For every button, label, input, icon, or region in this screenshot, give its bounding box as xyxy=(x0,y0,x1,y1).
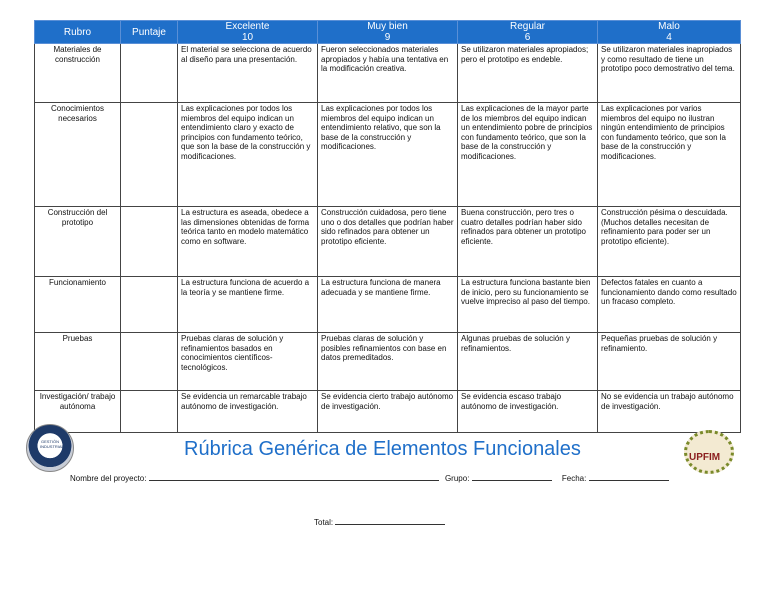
malo-cell: Pequeñas pruebas de solución y refinamiento. xyxy=(598,333,741,391)
malo-cell: Las explicaciones por varios miembros del equipo no ilustran ningún entendimiento de principios con fundamento teórico, que son la base de la construcción y modificaciones. xyxy=(598,103,741,207)
rubro-cell: Construcción del prototipo xyxy=(35,207,121,277)
project-info-line xyxy=(70,472,669,483)
fecha-field[interactable] xyxy=(589,472,669,481)
total-line xyxy=(314,516,445,527)
excelente-cell: La estructura es aseada, obedece a las dimensiones obtenidas de forma teórica tanto en modelo matemático como en software. xyxy=(178,207,318,277)
rubro-cell: Conocimientos necesarios xyxy=(35,103,121,207)
rubro-cell: Investigación/ trabajo autónoma xyxy=(35,391,121,433)
header-rubro: Rubro xyxy=(35,21,121,44)
muy-bien-cell: Se evidencia cierto trabajo autónomo de investigación. xyxy=(318,391,458,433)
header-regular: Regular 6 xyxy=(458,21,598,44)
malo-cell: Se utilizaron materiales inapropiados y como resultado de tiene un prototipo poco demostrativo del tema. xyxy=(598,44,741,103)
malo-cell: No se evidencia un trabajo autónomo de investigación. xyxy=(598,391,741,433)
logo-right-text: UPFIM xyxy=(689,452,721,463)
table-row xyxy=(35,333,741,391)
header-row xyxy=(35,21,741,44)
muy-bien-cell: Construcción cuidadosa, pero tiene uno o dos detalles que podrían haber sido refinados para obtener un prototipo eficiente. xyxy=(318,207,458,277)
header-excelente: Excelente 10 xyxy=(178,21,318,44)
puntaje-cell[interactable] xyxy=(121,103,178,207)
rubric-table xyxy=(34,20,741,433)
header-muy-bien: Muy bien 9 xyxy=(318,21,458,44)
puntaje-cell[interactable] xyxy=(121,44,178,103)
muy-bien-cell: Pruebas claras de solución y posibles refinamientos con base en datos premeditados. xyxy=(318,333,458,391)
rubro-cell: Pruebas xyxy=(35,333,121,391)
excelente-cell: La estructura funciona de acuerdo a la teoría y se mantiene firme. xyxy=(178,277,318,333)
header-malo: Malo 4 xyxy=(598,21,741,44)
malo-cell: Defectos fatales en cuanto a funcionamiento dando como resultado un fracaso completo. xyxy=(598,277,741,333)
excelente-cell: Pruebas claras de solución y refinamientos basados en conocimientos científicos-tecnológicos. xyxy=(178,333,318,391)
excelente-cell: Se evidencia un remarcable trabajo autónomo de investigación. xyxy=(178,391,318,433)
puntaje-cell[interactable] xyxy=(121,207,178,277)
excelente-cell: Las explicaciones por todos los miembros del equipo indican un entendimiento claro y exacto de principios con fundamento teórico, que son la base de la construcción y modificaciones. xyxy=(178,103,318,207)
logo-left-text: GESTIÓN INDUSTRIAL xyxy=(40,439,64,449)
total-field[interactable] xyxy=(335,516,445,525)
regular-cell: Algunas pruebas de solución y refinamientos. xyxy=(458,333,598,391)
total-label: Total: xyxy=(314,518,334,527)
regular-cell: La estructura funciona bastante bien de inicio, pero su funcionamiento se vuelve impreciso al paso del tiempo. xyxy=(458,277,598,333)
excelente-cell: El material se selecciona de acuerdo al diseño para una presentación. xyxy=(178,44,318,103)
fecha-label: Fecha: xyxy=(561,474,587,483)
muy-bien-cell: La estructura funciona de manera adecuada y se mantiene firme. xyxy=(318,277,458,333)
grupo-field[interactable] xyxy=(472,472,552,481)
table-row xyxy=(35,207,741,277)
table-row xyxy=(35,103,741,207)
gestion-industrial-logo xyxy=(26,424,74,472)
rubro-cell: Materiales de construcción xyxy=(35,44,121,103)
page-title: Rúbrica Genérica de Elementos Funcionales xyxy=(184,438,581,460)
table-row xyxy=(35,391,741,433)
puntaje-cell[interactable] xyxy=(121,277,178,333)
malo-cell: Construcción pésima o descuidada. (Muchos detalles necesitan de refinamiento para poder ser un prototipo eficiente). xyxy=(598,207,741,277)
puntaje-cell[interactable] xyxy=(121,391,178,433)
header-puntaje: Puntaje xyxy=(121,21,178,44)
table-row xyxy=(35,44,741,103)
grupo-label: Grupo: xyxy=(444,474,470,483)
proyecto-label: Nombre del proyecto: xyxy=(70,474,147,483)
muy-bien-cell: Fueron seleccionados materiales apropiados y había una tentativa en la modificación creativa. xyxy=(318,44,458,103)
table-row xyxy=(35,277,741,333)
regular-cell: Se evidencia escaso trabajo autónomo de investigación. xyxy=(458,391,598,433)
muy-bien-cell: Las explicaciones por todos los miembros del equipo indican un entendimiento relativo, que son la base de la construcción y modificaciones. xyxy=(318,103,458,207)
regular-cell: Se utilizaron materiales apropiados; pero el prototipo es endeble. xyxy=(458,44,598,103)
regular-cell: Buena construcción, pero tres o cuatro detalles podrían haber sido refinados para obtener un prototipo eficiente. xyxy=(458,207,598,277)
rubro-cell: Funcionamiento xyxy=(35,277,121,333)
upfim-logo xyxy=(684,430,734,474)
proyecto-field[interactable] xyxy=(149,472,439,481)
puntaje-cell[interactable] xyxy=(121,333,178,391)
regular-cell: Las explicaciones de la mayor parte de los miembros del equipo indican un entendimiento pobre de principios con fundamento teórico, que son la base de la construcción y modificaciones. xyxy=(458,103,598,207)
